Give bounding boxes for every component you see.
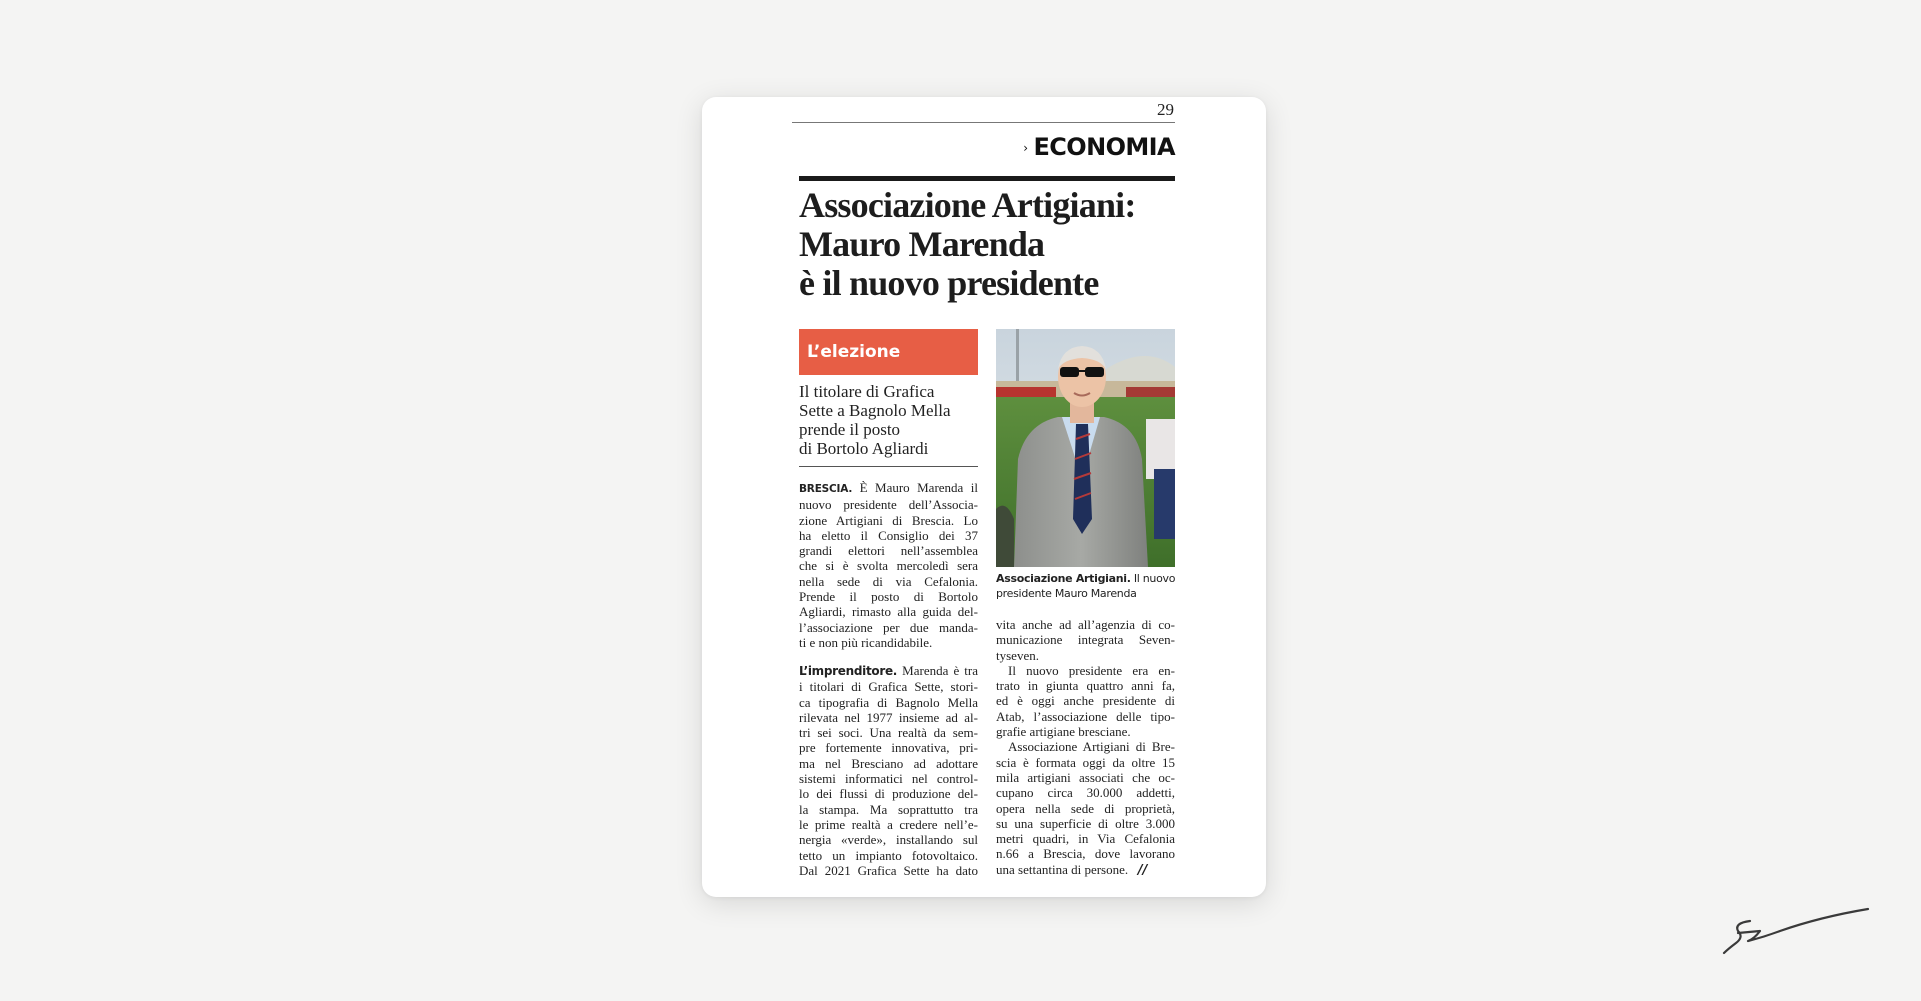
text-line: trato in giunta quattro anni fa, [996, 678, 1175, 694]
text-line: ha eletto il Consiglio dei 37 [799, 527, 978, 543]
text-line: opera nella sede di proprietà, [996, 800, 1175, 816]
text-line: BRESCIA. È Mauro Marenda il [799, 480, 978, 495]
text-line: l’associazione per due manda- [799, 619, 978, 635]
text-line: tri sei soci. Una realtà da sem- [799, 725, 978, 741]
text-line: municazione integrata Seven- [996, 632, 1175, 648]
text-line: tetto un impianto fotovoltaico. [799, 847, 978, 863]
headline-line: Associazione Artigiani: [799, 185, 1136, 225]
summary-line: Il titolare di Grafica [799, 382, 935, 401]
article-column-1b [799, 663, 978, 878]
caption-text: Il nuovo [1133, 572, 1176, 585]
text-line: Atab, l’associazione delle tipo- [996, 708, 1175, 724]
summary-rule [799, 466, 978, 467]
article-column-1a [799, 480, 978, 650]
text-line: Il nuovo presidente era en- [1008, 662, 1175, 678]
text-line: zione Artigiani di Brescia. Lo [799, 512, 978, 528]
text-line: Associazione Artigiani di Bre- [1008, 739, 1175, 755]
dateline: BRESCIA. [799, 483, 853, 495]
headline-rule [799, 176, 1175, 181]
text-line: la stampa. Ma soprattutto tra [799, 801, 978, 817]
text-line: scia è formata oggi da oltre 15 [996, 754, 1175, 770]
text-line: lo dei flussi di produzione del- [799, 786, 978, 802]
article-tag: L’elezione [799, 329, 978, 375]
article-column-2 [996, 617, 1175, 878]
president-photo [996, 329, 1175, 567]
text-line: Dal 2021 Grafica Sette ha dato [799, 862, 978, 878]
headline-line: Mauro Marenda [799, 224, 1045, 264]
caption-text: presidente Mauro Marenda [996, 587, 1137, 600]
subhead: L’imprenditore. [799, 664, 898, 678]
caption-bold: Associazione Artigiani. [996, 572, 1131, 585]
text-line: tyseven. [996, 647, 1039, 663]
text-line: ed è oggi anche presidente di [996, 693, 1175, 709]
signature-logo-icon [1720, 903, 1870, 958]
text-line: su una superficie di oltre 3.000 [996, 815, 1175, 831]
text-line: che si è svolta mercoledì sera [799, 558, 978, 574]
text-line: ca tipografia di Bagnolo Mella [799, 694, 978, 710]
text-line: le prime realtà a credere nell’e- [799, 816, 978, 832]
text-line: nergia «verde», installando sul [799, 832, 978, 848]
text-line: cupano circa 30.000 addetti, [996, 785, 1175, 801]
text-line: ma nel Bresciano ad adottare [799, 755, 978, 771]
text-line: sistemi informatici nel control- [799, 771, 978, 787]
summary-line: prende il posto [799, 420, 901, 439]
text-line: rilevata nel 1977 insieme ad al- [799, 709, 978, 725]
article-headline [799, 186, 1179, 303]
text-line: vita anche ad all’agenzia di co- [996, 617, 1175, 632]
portrait-image [996, 329, 1175, 567]
article-summary [799, 382, 979, 458]
summary-line: Sette a Bagnolo Mella [799, 401, 951, 420]
summary-line: di Bortolo Agliardi [799, 439, 929, 458]
text-line: grandi elettori nell’assemblea [799, 543, 978, 559]
text-line: metri quadri, in Via Cefalonia [996, 831, 1175, 847]
text-line: mila artigiani associati che oc- [996, 769, 1175, 785]
text-line: i titolari di Grafica Sette, stori- [799, 679, 978, 695]
header-rule [792, 122, 1175, 123]
text-line: ti e non più ricandidabile. [799, 634, 933, 650]
section-label [1020, 130, 1175, 164]
text-line: n.66 a Brescia, dove lavorano [996, 846, 1175, 862]
photo-caption [996, 571, 1181, 601]
text-line: pre fortemente innovativa, pri- [799, 740, 978, 756]
text-line: L’imprenditore. Marenda è tra [799, 663, 978, 678]
headline-line: è il nuovo presidente [799, 263, 1099, 303]
text-line: Prende il posto di Bortolo [799, 589, 978, 605]
section-title: ECONOMIA [1033, 133, 1175, 161]
text-line: una settantina di persone. // [996, 861, 1148, 878]
text-line: Agliardi, rimasto alla guida del- [799, 604, 978, 620]
text-line: nella sede di via Cefalonia. [799, 573, 978, 589]
end-mark: // [1137, 862, 1148, 878]
text-line: grafie artigiane bresciane. [996, 724, 1131, 740]
page-number: 29 [1157, 100, 1174, 119]
chevron-right-icon: › [1023, 141, 1028, 155]
text-line: nuovo presidente dell’Associa- [799, 497, 978, 513]
